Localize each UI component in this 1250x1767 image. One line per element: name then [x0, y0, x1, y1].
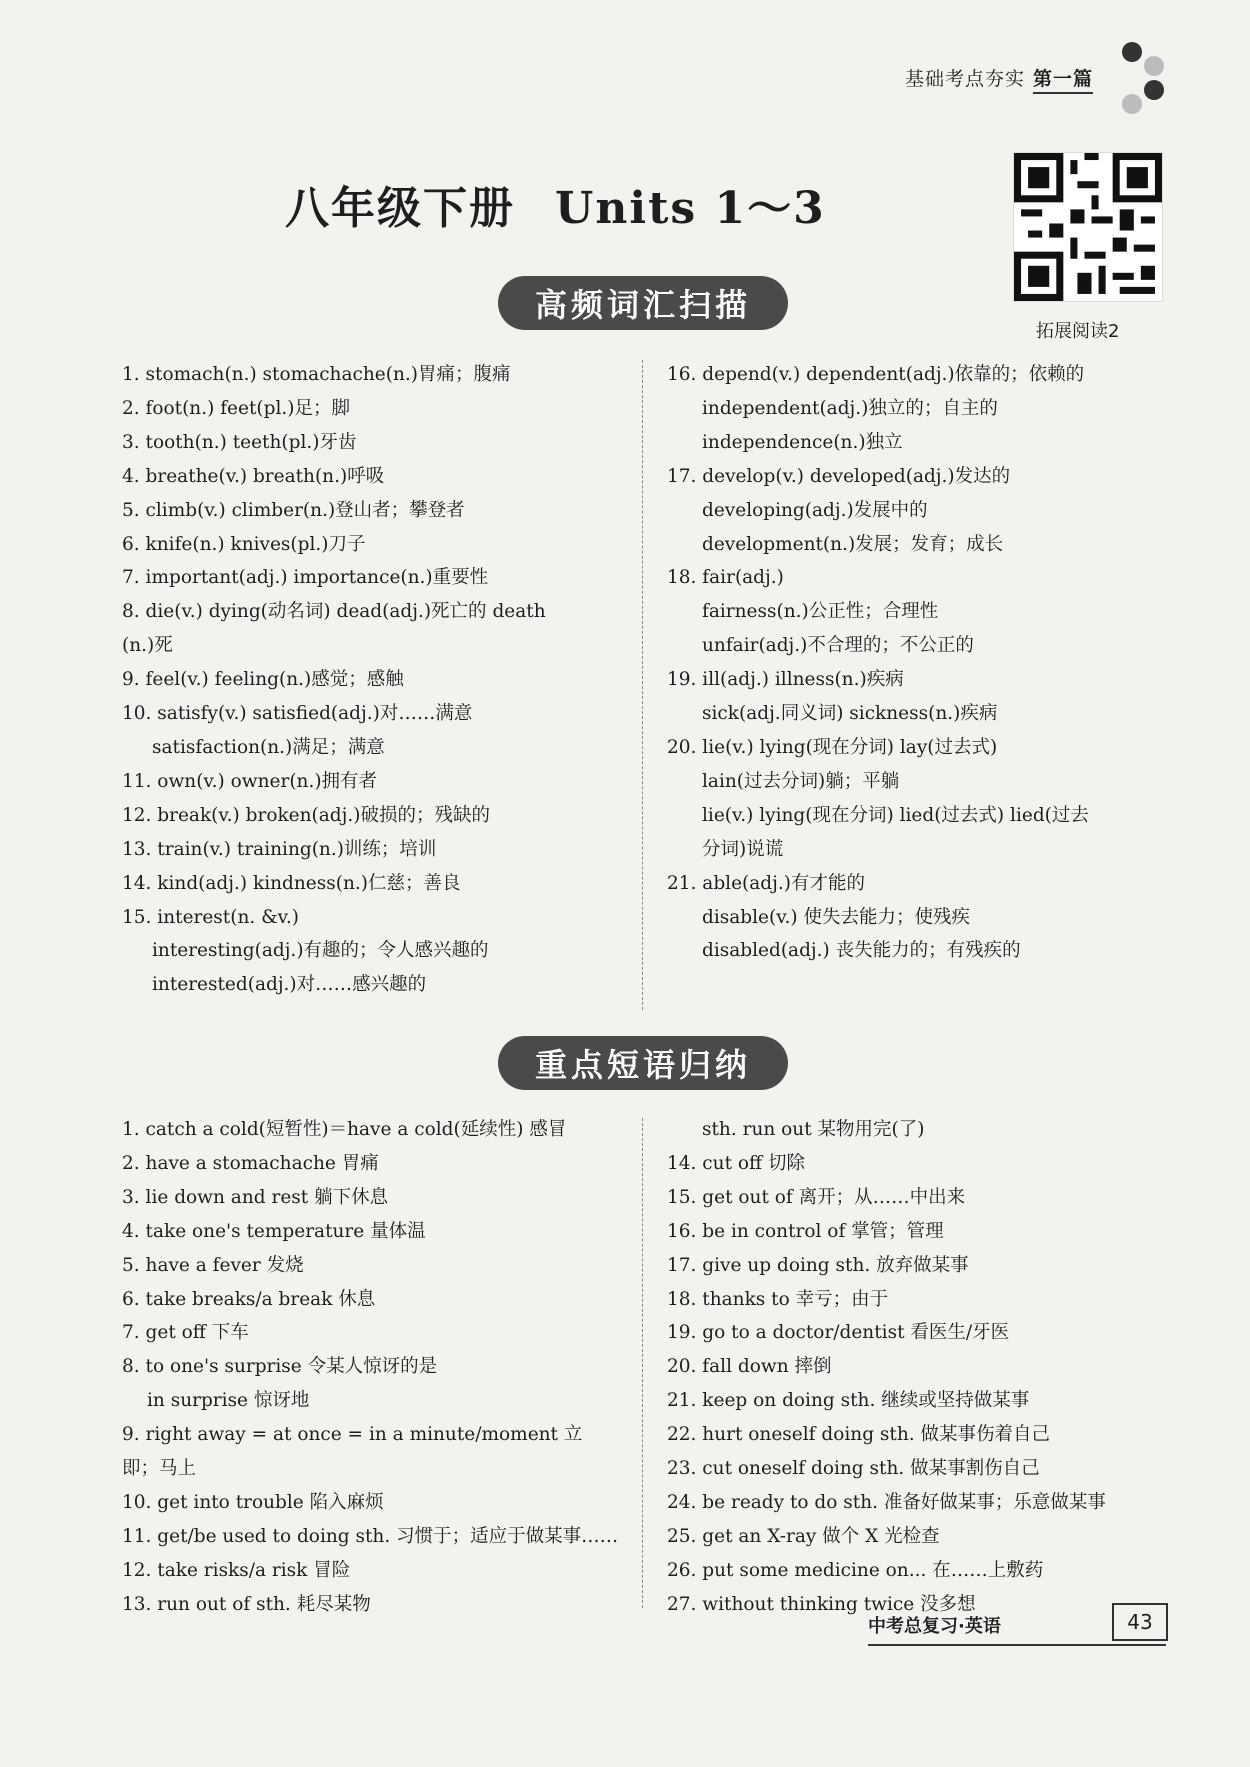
- running-title: 基础考点夯实: [905, 68, 1026, 90]
- list-item: developing(adj.)发展中的: [702, 499, 928, 521]
- column-divider: [642, 360, 643, 1010]
- footer-series: 中考总复习·英语: [868, 1616, 1001, 1637]
- list-item: interested(adj.)对……感兴趣的: [152, 974, 427, 996]
- list-item: 9. feel(v.) feeling(n.)感觉；感触: [122, 669, 404, 691]
- phrases-section-banner: 重点短语归纳: [498, 1036, 788, 1090]
- phrases-right-column: [667, 1113, 1172, 1622]
- page-number: 43: [1112, 1603, 1168, 1641]
- list-item: 18. fair(adj.): [667, 567, 784, 589]
- qr-code[interactable]: [1013, 152, 1163, 302]
- list-item: 10. get into trouble 陷入麻烦: [122, 1491, 384, 1513]
- list-item: sth. run out 某物用完(了): [702, 1119, 925, 1140]
- list-item: 24. be ready to do sth. 准备好做某事；乐意做某事: [667, 1491, 1106, 1513]
- list-item: 3. lie down and rest 躺下休息: [122, 1186, 389, 1208]
- list-item: 4. take one's temperature 量体温: [122, 1220, 426, 1242]
- page-title: [285, 172, 826, 236]
- list-item: 16. be in control of 掌管；管理: [667, 1220, 944, 1242]
- list-item: 即；马上: [122, 1458, 197, 1480]
- list-item: 14. cut off 切除: [667, 1152, 806, 1174]
- list-item: 4. breathe(v.) breath(n.)呼吸: [122, 465, 385, 487]
- list-item: disable(v.) 使失去能力；使残疾: [702, 906, 970, 928]
- list-item: 22. hurt oneself doing sth. 做某事伤着自己: [667, 1424, 1051, 1446]
- grade-title: 八年级下册: [285, 183, 515, 234]
- units-title: Units 1～3: [555, 183, 826, 234]
- list-item: development(n.)发展；发育；成长: [702, 533, 1004, 555]
- footer-rule: [868, 1644, 1166, 1646]
- list-item: 14. kind(adj.) kindness(n.)仁慈；善良: [122, 872, 461, 894]
- hexagon-decoration: [1144, 80, 1164, 100]
- phrases-left-column: [122, 1113, 632, 1622]
- list-item: 23. cut oneself doing sth. 做某事割伤自己: [667, 1458, 1040, 1480]
- list-item: 3. tooth(n.) teeth(pl.)牙齿: [122, 431, 357, 453]
- list-item: (n.)死: [122, 635, 173, 657]
- list-item: 5. climb(v.) climber(n.)登山者；攀登者: [122, 499, 465, 521]
- qr-caption: 拓展阅读2: [1036, 321, 1120, 342]
- list-item: 分词)说谎: [702, 838, 784, 860]
- list-item: 13. train(v.) training(n.)训练；培训: [122, 838, 437, 860]
- list-item: 15. interest(n. &v.): [122, 906, 299, 928]
- list-item: 12. break(v.) broken(adj.)破损的；残缺的: [122, 804, 490, 826]
- list-item: 9. right away = at once = in a minute/moment 立: [122, 1424, 583, 1446]
- list-item: 7. get off 下车: [122, 1322, 249, 1344]
- hexagon-decoration: [1122, 94, 1142, 114]
- hexagon-decoration: [1122, 42, 1142, 62]
- list-item: independent(adj.)独立的；自主的: [702, 397, 998, 419]
- list-item: 6. take breaks/a break 休息: [122, 1288, 376, 1310]
- list-item: 20. fall down 摔倒: [667, 1356, 832, 1378]
- list-item: 25. get an X-ray 做个 X 光检查: [667, 1525, 940, 1547]
- hexagon-decoration: [1144, 56, 1164, 76]
- list-item: 11. own(v.) owner(n.)拥有者: [122, 770, 378, 792]
- list-item: 7. important(adj.) importance(n.)重要性: [122, 567, 489, 589]
- list-item: 15. get out of 离开；从……中出来: [667, 1186, 966, 1208]
- column-divider: [642, 1118, 643, 1608]
- qr-code-icon: [1014, 153, 1162, 301]
- list-item: 1. catch a cold(短暂性)＝have a cold(延续性) 感冒: [122, 1119, 567, 1140]
- list-item: 20. lie(v.) lying(现在分词) lay(过去式): [667, 736, 998, 758]
- running-header: [905, 64, 1093, 91]
- list-item: 18. thanks to 幸亏；由于: [667, 1288, 889, 1310]
- list-item: 19. go to a doctor/dentist 看医生/牙医: [667, 1322, 1010, 1344]
- list-item: 2. foot(n.) feet(pl.)足；脚: [122, 397, 350, 419]
- section-label: 第一篇: [1033, 68, 1093, 94]
- list-item: 5. have a fever 发烧: [122, 1254, 304, 1276]
- list-item: lie(v.) lying(现在分词) lied(过去式) lied(过去: [702, 804, 1089, 826]
- list-item: unfair(adj.)不合理的；不公正的: [702, 635, 974, 657]
- list-item: 26. put some medicine on... 在……上敷药: [667, 1559, 1044, 1581]
- list-item: 10. satisfy(v.) satisfied(adj.)对……满意: [122, 703, 473, 725]
- list-item: 1. stomach(n.) stomachache(n.)胃痛；腹痛: [122, 364, 511, 385]
- list-item: 12. take risks/a risk 冒险: [122, 1559, 351, 1581]
- list-item: interesting(adj.)有趣的；令人感兴趣的: [152, 940, 489, 962]
- list-item: 8. die(v.) dying(动名词) dead(adj.)死亡的 death: [122, 601, 546, 623]
- list-item: lain(过去分词)躺；平躺: [702, 770, 900, 792]
- vocab-right-column: [667, 358, 1172, 968]
- list-item: 13. run out of sth. 耗尽某物: [122, 1593, 371, 1615]
- list-item: independence(n.)独立: [702, 431, 903, 453]
- list-item: fairness(n.)公正性；合理性: [702, 601, 939, 623]
- list-item: 21. able(adj.)有才能的: [667, 872, 865, 894]
- list-item: 27. without thinking twice 没多想: [667, 1593, 976, 1615]
- list-item: 19. ill(adj.) illness(n.)疾病: [667, 669, 904, 691]
- vocab-section-banner: 高频词汇扫描: [498, 276, 788, 330]
- list-item: disabled(adj.) 丧失能力的；有残疾的: [702, 940, 1021, 962]
- list-item: 16. depend(v.) dependent(adj.)依靠的；依赖的: [667, 364, 1085, 385]
- vocab-left-column: [122, 358, 632, 1002]
- list-item: satisfaction(n.)满足；满意: [152, 736, 385, 758]
- list-item: 2. have a stomachache 胃痛: [122, 1152, 379, 1174]
- list-item: 21. keep on doing sth. 继续或坚持做某事: [667, 1390, 1030, 1412]
- list-item: sick(adj.同义词) sickness(n.)疾病: [702, 703, 998, 725]
- list-item: 11. get/be used to doing sth. 习惯于；适应于做某事……: [122, 1525, 619, 1547]
- list-item: 17. develop(v.) developed(adj.)发达的: [667, 465, 1011, 487]
- list-item: in surprise 惊讶地: [147, 1390, 310, 1412]
- list-item: 6. knife(n.) knives(pl.)刀子: [122, 533, 366, 555]
- list-item: 8. to one's surprise 令某人惊讶的是: [122, 1356, 438, 1378]
- list-item: 17. give up doing sth. 放弃做某事: [667, 1254, 969, 1276]
